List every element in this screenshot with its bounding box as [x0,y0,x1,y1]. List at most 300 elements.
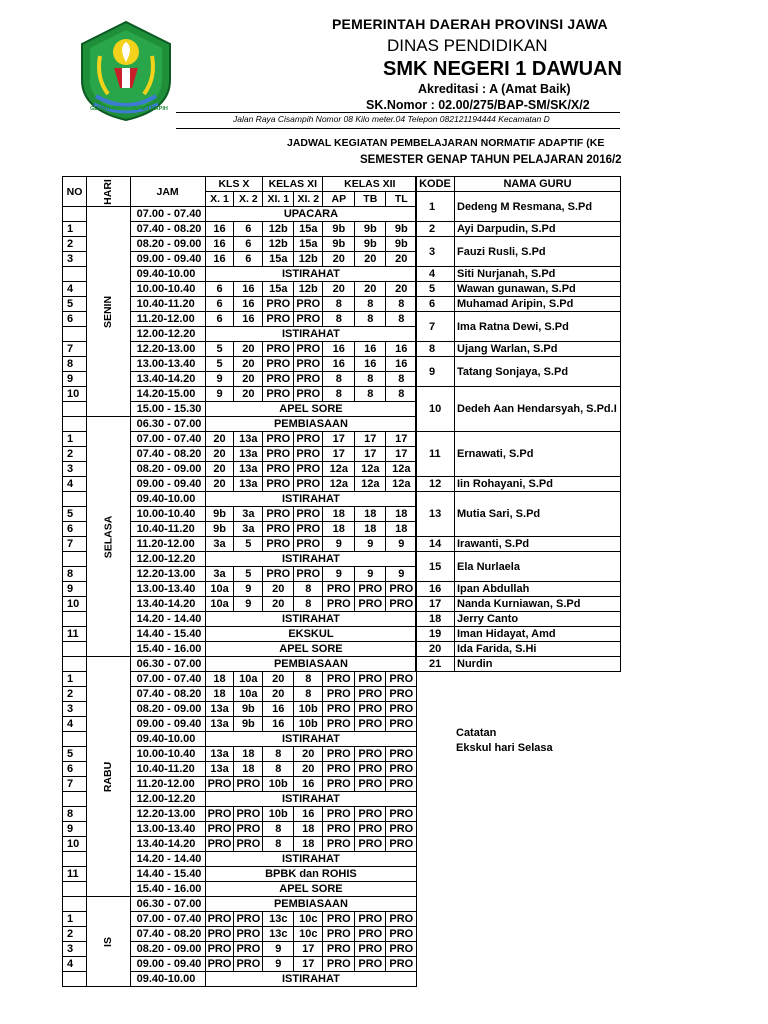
teacher-code-cell: 12b [263,222,294,237]
teacher-name: Jerry Canto [455,612,621,627]
teacher-code-cell: 8 [294,582,323,597]
teacher-code-cell: 9b [234,702,263,717]
teacher-header-row [416,177,621,192]
teacher-code-cell: 9b [355,222,386,237]
time-slot: 09.00 - 09.40 [130,477,205,492]
teacher-code-cell: PRO [323,597,355,612]
activity-label: APEL SORE [205,882,417,897]
teacher-code-cell: PRO [263,477,294,492]
time-slot: 07.00 - 07.40 [130,432,205,447]
teacher-code-cell: PRO [294,312,323,327]
time-slot: 15.00 - 15.30 [130,402,205,417]
time-slot: 09.00 - 09.40 [130,717,205,732]
period-number [63,792,87,807]
teacher-code-cell: PRO [323,837,355,852]
teacher-code-cell: 17 [386,447,417,462]
time-slot: 08.20 - 09.00 [130,942,205,957]
teacher-code-cell: 9 [205,387,234,402]
teacher-code-cell: PRO [355,912,386,927]
schedule-table [62,176,417,987]
teacher-code-cell: 17 [294,957,323,972]
teacher-row [416,612,621,627]
teacher-code-cell: 8 [386,372,417,387]
time-slot: 09.00 - 09.40 [130,957,205,972]
teacher-code-cell: 17 [323,432,355,447]
period-number: 2 [63,447,87,462]
teacher-kode: 11 [416,432,455,477]
teacher-name: Nurdin [455,657,621,672]
teacher-code-cell: PRO [323,702,355,717]
teacher-code-cell: PRO [294,537,323,552]
activity-label: ISTIRAHAT [205,732,417,747]
period-number: 7 [63,537,87,552]
teacher-code-cell: 8 [386,297,417,312]
period-number [63,642,87,657]
teacher-code-cell: 6 [205,297,234,312]
header-class: TB [355,192,386,207]
teacher-code-cell: PRO [294,507,323,522]
time-slot: 14.20 - 14.40 [130,852,205,867]
teacher-code-cell: PRO [263,522,294,537]
teacher-code-cell: PRO [294,387,323,402]
teacher-code-cell: 16 [205,237,234,252]
teacher-code-cell: PRO [386,822,417,837]
teacher-code-cell: 9b [355,237,386,252]
teacher-kode: 18 [416,612,455,627]
teacher-kode: 21 [416,657,455,672]
teacher-row [416,492,621,537]
teacher-code-cell: PRO [234,942,263,957]
teacher-code-cell: PRO [263,297,294,312]
teacher-code-cell: 20 [234,372,263,387]
activity-label: ISTIRAHAT [205,852,417,867]
time-slot: 13.40-14.20 [130,597,205,612]
teacher-code-cell: 20 [234,357,263,372]
activity-label: ISTIRAHAT [205,492,417,507]
teacher-code-cell: 12b [294,282,323,297]
teacher-code-cell: PRO [355,837,386,852]
period-number: 8 [63,567,87,582]
period-number: 3 [63,942,87,957]
teacher-code-cell: 16 [386,342,417,357]
teacher-code-cell: 15a [294,222,323,237]
teacher-kode: 14 [416,537,455,552]
header-rule-top [176,112,620,113]
teacher-row [416,597,621,612]
teacher-row [416,387,621,432]
teacher-code-cell: PRO [323,777,355,792]
teacher-code-cell: PRO [323,807,355,822]
teacher-code-cell: PRO [263,462,294,477]
teacher-name: Iin Rohayani, S.Pd [455,477,621,492]
teacher-code-cell: 20 [323,252,355,267]
teacher-code-cell: 13a [234,462,263,477]
teacher-row [416,192,621,222]
teacher-code-cell: PRO [294,477,323,492]
teacher-code-cell: 5 [234,537,263,552]
time-slot: 13.00-13.40 [130,822,205,837]
teacher-code-cell: PRO [263,432,294,447]
teacher-code-cell: 13a [234,447,263,462]
teacher-code-cell: 9 [205,372,234,387]
teacher-code-cell: 10b [294,702,323,717]
header-accreditation: Akreditasi : A (Amat Baik) [418,82,571,96]
teacher-code-cell: 8 [386,312,417,327]
teacher-code-cell: PRO [323,717,355,732]
teacher-row [416,342,621,357]
period-number: 11 [63,867,87,882]
teacher-code-cell: 8 [355,312,386,327]
teacher-code-cell: 8 [386,387,417,402]
period-number: 1 [63,912,87,927]
teacher-code-cell: 9 [234,582,263,597]
teacher-code-cell: 13c [263,927,294,942]
teacher-code-cell: 12b [294,252,323,267]
activity-label: APEL SORE [205,402,417,417]
teacher-kode: 2 [416,222,455,237]
time-slot: 12.00-12.20 [130,552,205,567]
teacher-code-cell: 16 [294,777,323,792]
teacher-name: Wawan gunawan, S.Pd [455,282,621,297]
header-hari-label: HARI [102,178,115,205]
teacher-code-cell: 20 [263,687,294,702]
teacher-code-cell: PRO [323,762,355,777]
teacher-kode: 7 [416,312,455,342]
teacher-name: Ima Ratna Dewi, S.Pd [455,312,621,342]
teacher-code-cell: PRO [386,597,417,612]
activity-label: ISTIRAHAT [205,552,417,567]
teacher-code-cell: PRO [386,672,417,687]
teacher-name: Iman Hidayat, Amd [455,627,621,642]
activity-label: PEMBIASAAN [205,897,417,912]
time-slot: 10.40-11.20 [130,522,205,537]
period-number [63,552,87,567]
teacher-header-nama: NAMA GURU [455,177,621,192]
teacher-code-cell: 10b [294,717,323,732]
teacher-name: Nanda Kurniawan, S.Pd [455,597,621,612]
activity-label: UPACARA [205,207,417,222]
teacher-name: Ida Farida, S.Hi [455,642,621,657]
teacher-code-cell: 16 [263,702,294,717]
teacher-code-cell: 17 [355,432,386,447]
teacher-code-cell: PRO [205,957,234,972]
teacher-code-cell: 6 [234,222,263,237]
activity-label: ISTIRAHAT [205,972,417,987]
teacher-code-cell: PRO [355,702,386,717]
teacher-code-cell: PRO [234,957,263,972]
time-slot: 07.00 - 07.40 [130,207,205,222]
teacher-code-cell: PRO [386,912,417,927]
teacher-table [415,176,621,672]
teacher-code-cell: PRO [323,687,355,702]
period-number [63,972,87,987]
teacher-code-cell: 15a [263,252,294,267]
teacher-code-cell: 17 [386,432,417,447]
logo-motto: GEMAH RIPAH REPEH RAPIH [90,106,168,112]
teacher-row [416,477,621,492]
time-slot: 10.00-10.40 [130,747,205,762]
time-slot: 08.20 - 09.00 [130,462,205,477]
period-number: 4 [63,717,87,732]
period-number: 9 [63,822,87,837]
teacher-code-cell: 12b [263,237,294,252]
activity-label: ISTIRAHAT [205,327,417,342]
period-number [63,267,87,282]
teacher-kode: 16 [416,582,455,597]
period-number: 2 [63,687,87,702]
teacher-code-cell: 8 [323,372,355,387]
teacher-code-cell: 9 [386,537,417,552]
period-number [63,492,87,507]
teacher-code-cell: PRO [263,372,294,387]
period-number: 9 [63,372,87,387]
teacher-code-cell: 18 [205,672,234,687]
teacher-code-cell: 10a [205,582,234,597]
teacher-code-cell: 6 [205,282,234,297]
teacher-code-cell: PRO [234,837,263,852]
time-slot: 07.00 - 07.40 [130,672,205,687]
teacher-name: Dedeh Aan Hendarsyah, S.Pd.I [455,387,621,432]
teacher-code-cell: 16 [263,717,294,732]
teacher-code-cell: PRO [294,447,323,462]
header-hari [87,177,131,207]
teacher-code-cell: 8 [263,747,294,762]
teacher-code-cell: PRO [205,942,234,957]
teacher-code-cell: 8 [323,297,355,312]
period-number [63,882,87,897]
teacher-code-cell: PRO [355,687,386,702]
teacher-code-cell: 10b [263,777,294,792]
time-slot: 11.20-12.00 [130,312,205,327]
teacher-code-cell: PRO [263,537,294,552]
teacher-kode: 13 [416,492,455,537]
teacher-code-cell: 10c [294,912,323,927]
teacher-code-cell: 6 [205,312,234,327]
teacher-kode: 19 [416,627,455,642]
teacher-code-cell: 18 [386,522,417,537]
teacher-code-cell: 16 [234,312,263,327]
teacher-code-cell: 16 [234,297,263,312]
header-kls-x: KLS X [205,177,263,192]
teacher-code-cell: PRO [294,432,323,447]
teacher-code-cell: PRO [234,807,263,822]
day-cell [87,657,131,897]
teacher-name: Ernawati, S.Pd [455,432,621,477]
period-number: 2 [63,237,87,252]
time-slot: 13.40-14.20 [130,372,205,387]
teacher-code-cell: 17 [355,447,386,462]
teacher-code-cell: PRO [386,762,417,777]
day-cell [87,207,131,417]
header-no: NO [63,177,87,207]
teacher-code-cell: 6 [234,237,263,252]
period-number: 2 [63,927,87,942]
teacher-code-cell: 9 [323,567,355,582]
teacher-code-cell: 16 [234,282,263,297]
teacher-row [416,627,621,642]
teacher-kode: 3 [416,237,455,267]
teacher-code-cell: 16 [205,222,234,237]
teacher-code-cell: PRO [386,702,417,717]
teacher-code-cell: PRO [386,942,417,957]
period-number: 1 [63,672,87,687]
teacher-code-cell: 9b [205,522,234,537]
teacher-code-cell: 5 [205,342,234,357]
teacher-code-cell: PRO [263,387,294,402]
teacher-code-cell: 8 [323,387,355,402]
period-number: 10 [63,597,87,612]
teacher-code-cell: 20 [205,477,234,492]
period-number [63,207,87,222]
time-slot: 13.00-13.40 [130,582,205,597]
teacher-code-cell: PRO [386,957,417,972]
schedule-title: JADWAL KEGIATAN PEMBELAJARAN NORMATIF ADAPTIF (KE [287,137,605,149]
teacher-code-cell: PRO [386,717,417,732]
period-number: 5 [63,747,87,762]
activity-label: PEMBIASAAN [205,417,417,432]
teacher-code-cell: PRO [263,357,294,372]
time-slot: 07.00 - 07.40 [130,912,205,927]
teacher-code-cell: 18 [355,507,386,522]
teacher-code-cell: 9b [323,237,355,252]
teacher-code-cell: 9 [386,567,417,582]
teacher-code-cell: 10a [234,687,263,702]
time-slot: 09.00 - 09.40 [130,252,205,267]
teacher-code-cell: 3a [234,522,263,537]
teacher-code-cell: PRO [263,567,294,582]
teacher-code-cell: PRO [323,957,355,972]
time-slot: 10.40-11.20 [130,762,205,777]
teacher-code-cell: 18 [234,747,263,762]
time-slot: 08.20 - 09.00 [130,237,205,252]
teacher-name: Muhamad Aripin, S.Pd [455,297,621,312]
teacher-code-cell: 5 [234,567,263,582]
teacher-code-cell: 12a [323,477,355,492]
teacher-code-cell: 16 [355,342,386,357]
time-slot: 12.00-12.20 [130,792,205,807]
period-number: 3 [63,462,87,477]
time-slot: 09.40-10.00 [130,732,205,747]
teacher-code-cell: 9b [205,507,234,522]
teacher-code-cell: 20 [386,282,417,297]
teacher-code-cell: PRO [386,582,417,597]
teacher-kode: 6 [416,297,455,312]
teacher-code-cell: PRO [386,687,417,702]
teacher-name: Mutia Sari, S.Pd [455,492,621,537]
time-slot: 12.20-13.00 [130,567,205,582]
time-slot: 15.40 - 16.00 [130,642,205,657]
period-number: 7 [63,777,87,792]
teacher-name: Dedeng M Resmana, S.Pd [455,192,621,222]
teacher-code-cell: 13a [234,432,263,447]
time-slot: 13.00-13.40 [130,357,205,372]
teacher-code-cell: 13a [205,702,234,717]
teacher-kode: 8 [416,342,455,357]
teacher-code-cell: 9 [355,537,386,552]
period-number: 4 [63,957,87,972]
teacher-kode: 4 [416,267,455,282]
teacher-code-cell: 8 [355,387,386,402]
teacher-code-cell: 9b [386,222,417,237]
period-number: 4 [63,282,87,297]
teacher-code-cell: 20 [355,252,386,267]
day-label: RABU [102,761,115,792]
time-slot: 14.40 - 15.40 [130,627,205,642]
teacher-code-cell: PRO [355,597,386,612]
period-number [63,402,87,417]
time-slot: 09.40-10.00 [130,972,205,987]
teacher-code-cell: PRO [386,807,417,822]
day-label: SELASA [102,515,115,558]
teacher-code-cell: 9 [323,537,355,552]
teacher-code-cell: 20 [294,747,323,762]
period-number: 1 [63,432,87,447]
header-class: X. 2 [234,192,263,207]
time-slot: 10.00-10.40 [130,507,205,522]
teacher-row [416,222,621,237]
time-slot: 14.20 - 14.40 [130,612,205,627]
teacher-code-cell: 16 [355,357,386,372]
period-number [63,612,87,627]
teacher-header-kode: KODE [416,177,455,192]
day-cell [87,897,131,987]
teacher-code-cell: 12a [323,462,355,477]
teacher-kode: 17 [416,597,455,612]
teacher-code-cell: 12a [355,477,386,492]
period-number: 7 [63,342,87,357]
teacher-code-cell: 8 [263,822,294,837]
teacher-code-cell: 13a [205,717,234,732]
teacher-code-cell: 12a [355,462,386,477]
teacher-code-cell: 20 [205,462,234,477]
teacher-code-cell: 9b [386,237,417,252]
teacher-code-cell: PRO [205,912,234,927]
header-class: XI. 2 [294,192,323,207]
teacher-name: Ipan Abdullah [455,582,621,597]
teacher-code-cell: 13a [234,477,263,492]
header-jam: JAM [130,177,205,207]
teacher-name: Siti Nurjanah, S.Pd [455,267,621,282]
schedule-break-row [63,657,417,672]
teacher-code-cell: PRO [294,357,323,372]
time-slot: 07.40 - 08.20 [130,447,205,462]
teacher-code-cell: 18 [205,687,234,702]
schedule-break-row [63,897,417,912]
teacher-kode: 12 [416,477,455,492]
teacher-code-cell: PRO [386,837,417,852]
teacher-code-cell: PRO [355,822,386,837]
teacher-code-cell: 9 [263,942,294,957]
period-number: 6 [63,762,87,777]
teacher-code-cell: PRO [294,297,323,312]
teacher-code-cell: 9b [323,222,355,237]
time-slot: 12.20-13.00 [130,807,205,822]
teacher-code-cell: 20 [205,432,234,447]
teacher-code-cell: 9 [355,567,386,582]
period-number [63,657,87,672]
teacher-code-cell: PRO [355,582,386,597]
teacher-code-cell: PRO [355,672,386,687]
activity-label: ISTIRAHAT [205,792,417,807]
teacher-row [416,297,621,312]
period-number: 10 [63,837,87,852]
time-slot: 14.20-15.00 [130,387,205,402]
teacher-code-cell: PRO [263,447,294,462]
time-slot: 10.40-11.20 [130,297,205,312]
teacher-code-cell: 9 [234,597,263,612]
teacher-kode: 5 [416,282,455,297]
teacher-name: Fauzi Rusli, S.Pd [455,237,621,267]
